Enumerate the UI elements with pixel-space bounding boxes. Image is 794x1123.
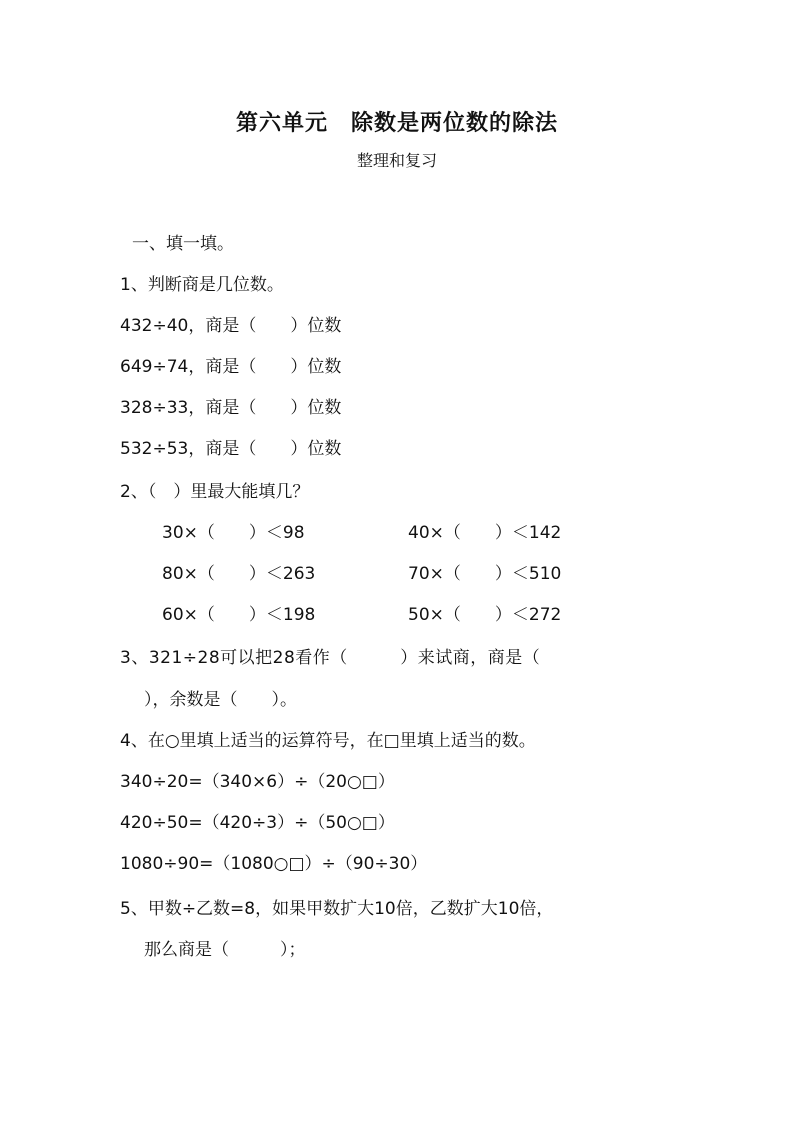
question-2-right-item: 70×（ ）＜510 — [408, 564, 562, 584]
question-3-line-2: ），余数是（ ）。 — [144, 690, 297, 710]
question-5-line-1: 5、甲数÷乙数=8，如果甲数扩大10倍，乙数扩大10倍， — [120, 899, 554, 919]
question-2-heading: 2、（ ）里最大能填几？ — [120, 482, 310, 502]
question-1-item: 432÷40，商是（ ）位数 — [120, 316, 342, 336]
question-3-line-1: 3、321÷28可以把28看作（ ）来试商，商是（ — [120, 648, 541, 668]
question-1-item: 328÷33，商是（ ）位数 — [120, 398, 342, 418]
question-5-line-2: 那么商是（ ）； — [144, 940, 306, 960]
section-heading: 一、填一填。 — [132, 234, 234, 254]
question-2-left-item: 30×（ ）＜98 — [162, 523, 305, 543]
page-subtitle: 整理和复习 — [356, 151, 437, 170]
question-4-item: 340÷20=（340×6）÷（20○□） — [120, 772, 395, 792]
question-4-heading: 4、在○里填上适当的运算符号，在□里填上适当的数。 — [120, 731, 536, 751]
question-2-right-item: 40×（ ）＜142 — [408, 523, 562, 543]
question-1-item: 532÷53，商是（ ）位数 — [120, 439, 342, 459]
page-title: 第六单元 除数是两位数的除法 — [235, 111, 558, 136]
question-4-item: 420÷50=（420÷3）÷（50○□） — [120, 813, 395, 833]
question-2-left-item: 60×（ ）＜198 — [162, 605, 316, 625]
question-1-item: 649÷74，商是（ ）位数 — [120, 357, 342, 377]
question-4-item: 1080÷90=（1080○□）÷（90÷30） — [120, 854, 428, 874]
question-2-left-item: 80×（ ）＜263 — [162, 564, 316, 584]
question-1-heading: 1、判断商是几位数。 — [120, 275, 284, 295]
question-2-right-item: 50×（ ）＜272 — [408, 605, 562, 625]
